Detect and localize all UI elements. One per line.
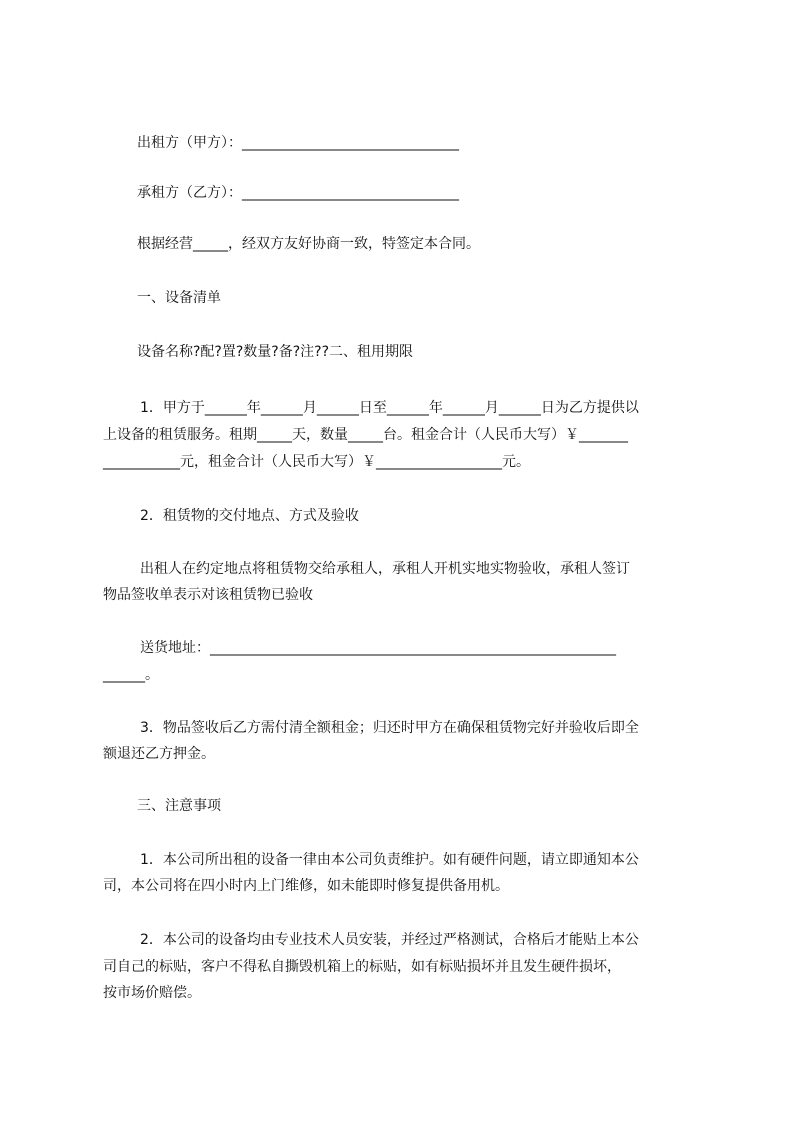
address-line: 送货地址：__________________________________________________________: [140, 640, 616, 656]
intro-paragraph: 根据经营_____，经双方友好协商一致，特签定本合同。: [137, 236, 480, 252]
note-line: 司自己的标贴，客户不得私自撕毁机箱上的标贴，如有标贴损坏并且发生硬件损坏，: [103, 959, 621, 975]
note-line: 司，本公司将在四小时内上门维修，如未能即时修复提供备用机。: [103, 878, 509, 894]
clause-payment-line: 3．物品签收后乙方需付清全额租金；归还时甲方在确保租赁物完好并验收后即全: [140, 720, 639, 736]
clause-payment-line: 额退还乙方押金。: [103, 746, 215, 762]
clause-period-line: ___________元，租金合计（人民币大写）￥__________________元。: [103, 454, 530, 470]
lessor-field: 出租方（甲方）：_______________________________: [137, 135, 459, 151]
note-line: 2．本公司的设备均由专业技术人员安装，并经过严格测试，合格后才能贴上本公: [140, 932, 639, 948]
note-line: 按市场价赔偿。: [103, 985, 201, 1001]
note-line: 1．本公司所出租的设备一律由本公司负责维护。如有硬件问题，请立即通知本公: [140, 852, 639, 868]
section-heading-equipment: 一、设备清单: [137, 290, 221, 306]
clause-delivery-line: 物品签收单表示对该租赁物已验收: [103, 587, 313, 603]
lessee-field: 承租方（乙方）：_______________________________: [137, 185, 459, 201]
clause-delivery-line: 出租人在约定地点将租赁物交给承租人，承租人开机实地实物验收，承租人签订: [140, 561, 630, 577]
section-heading-notes: 三、注意事项: [137, 798, 221, 814]
clause-period-line: 上设备的租赁服务。租期_____天，数量_____台。租金合计（人民币大写）￥_______: [103, 427, 628, 443]
address-line: ______。: [103, 667, 159, 683]
clause-delivery-title: 2．租赁物的交付地点、方式及验收: [140, 508, 359, 524]
clause-period-line: 1．甲方于______年______月______日至______年______月______日为乙方提供以: [140, 400, 639, 416]
equipment-line: 设备名称?配?置?数量?备?注??二、租用期限: [137, 344, 414, 360]
